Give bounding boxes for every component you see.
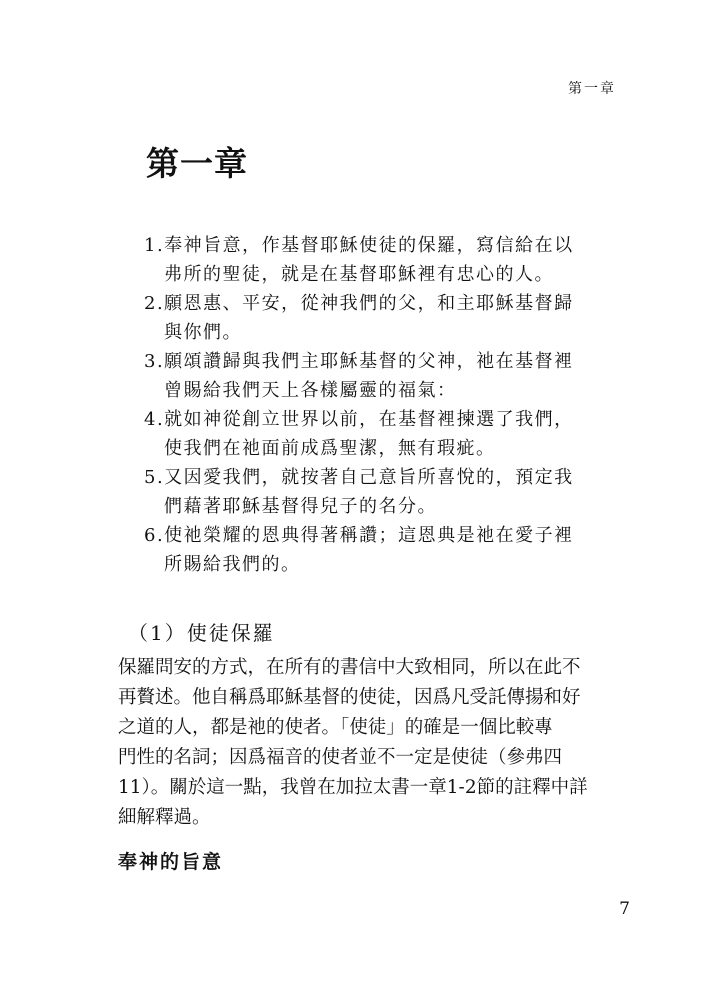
verse-list	[144, 231, 589, 579]
verse-line: 4.就如神從創立世界以前，在基督裡揀選了我們，	[144, 409, 574, 430]
verse-line-continued: 曾賜給我們天上各樣屬靈的福氣：	[164, 380, 457, 401]
paragraph-line: 保羅問安的方式，在所有的書信中大致相同，所以在此不	[118, 657, 581, 678]
verse-item	[144, 289, 589, 347]
verse-line: 3.願頌讚歸與我們主耶穌基督的父神，祂在基督裡	[144, 351, 574, 372]
verse-item	[144, 347, 589, 405]
paragraph-line: 11）。關於這一點，我曾在加拉太書一章1-2節的註釋中詳	[118, 777, 588, 798]
verse-line-continued: 弗所的聖徒，就是在基督耶穌裡有忠心的人。	[164, 264, 554, 285]
verse-item	[144, 521, 589, 579]
paragraph-line: 再贅述。他自稱爲耶穌基督的使徒，因爲凡受託傳揚和好	[118, 687, 581, 708]
section-heading: （1）使徒保羅	[128, 621, 275, 645]
verse-line-continued: 使我們在祂面前成爲聖潔，無有瑕疵。	[164, 438, 496, 459]
subsection-heading: 奉神的旨意	[118, 851, 224, 873]
verse-item	[144, 231, 589, 289]
paragraph-line: 門性的名詞；因爲福音的使者並不一定是使徒（參弗四	[118, 747, 563, 768]
verse-line: 1.奉神旨意，作基督耶穌使徒的保羅，寫信給在以	[144, 235, 574, 256]
body-paragraph	[118, 653, 598, 833]
verse-line: 6.使祂榮耀的恩典得著稱讚；這恩典是祂在愛子裡	[144, 525, 574, 546]
chapter-title: 第一章	[146, 144, 248, 183]
verse-line-continued: 所賜給我們的。	[164, 554, 301, 575]
verse-line-continued: 們藉著耶穌基督得兒子的名分。	[164, 496, 437, 517]
paragraph-line: 細解釋過。	[118, 807, 211, 828]
verse-line: 2.願恩惠、平安，從神我們的父，和主耶穌基督歸	[144, 293, 574, 314]
verse-line: 5.又因愛我們，就按著自己意旨所喜悅的，預定我	[144, 467, 574, 488]
verse-line-continued: 與你們。	[164, 322, 242, 343]
verse-item	[144, 405, 589, 463]
page-number: 7	[619, 899, 630, 919]
paragraph-line: 之道的人，都是祂的使者。「使徒」的確是一個比較專	[118, 717, 553, 738]
running-header: 第一章	[568, 81, 616, 97]
verse-item	[144, 463, 589, 521]
